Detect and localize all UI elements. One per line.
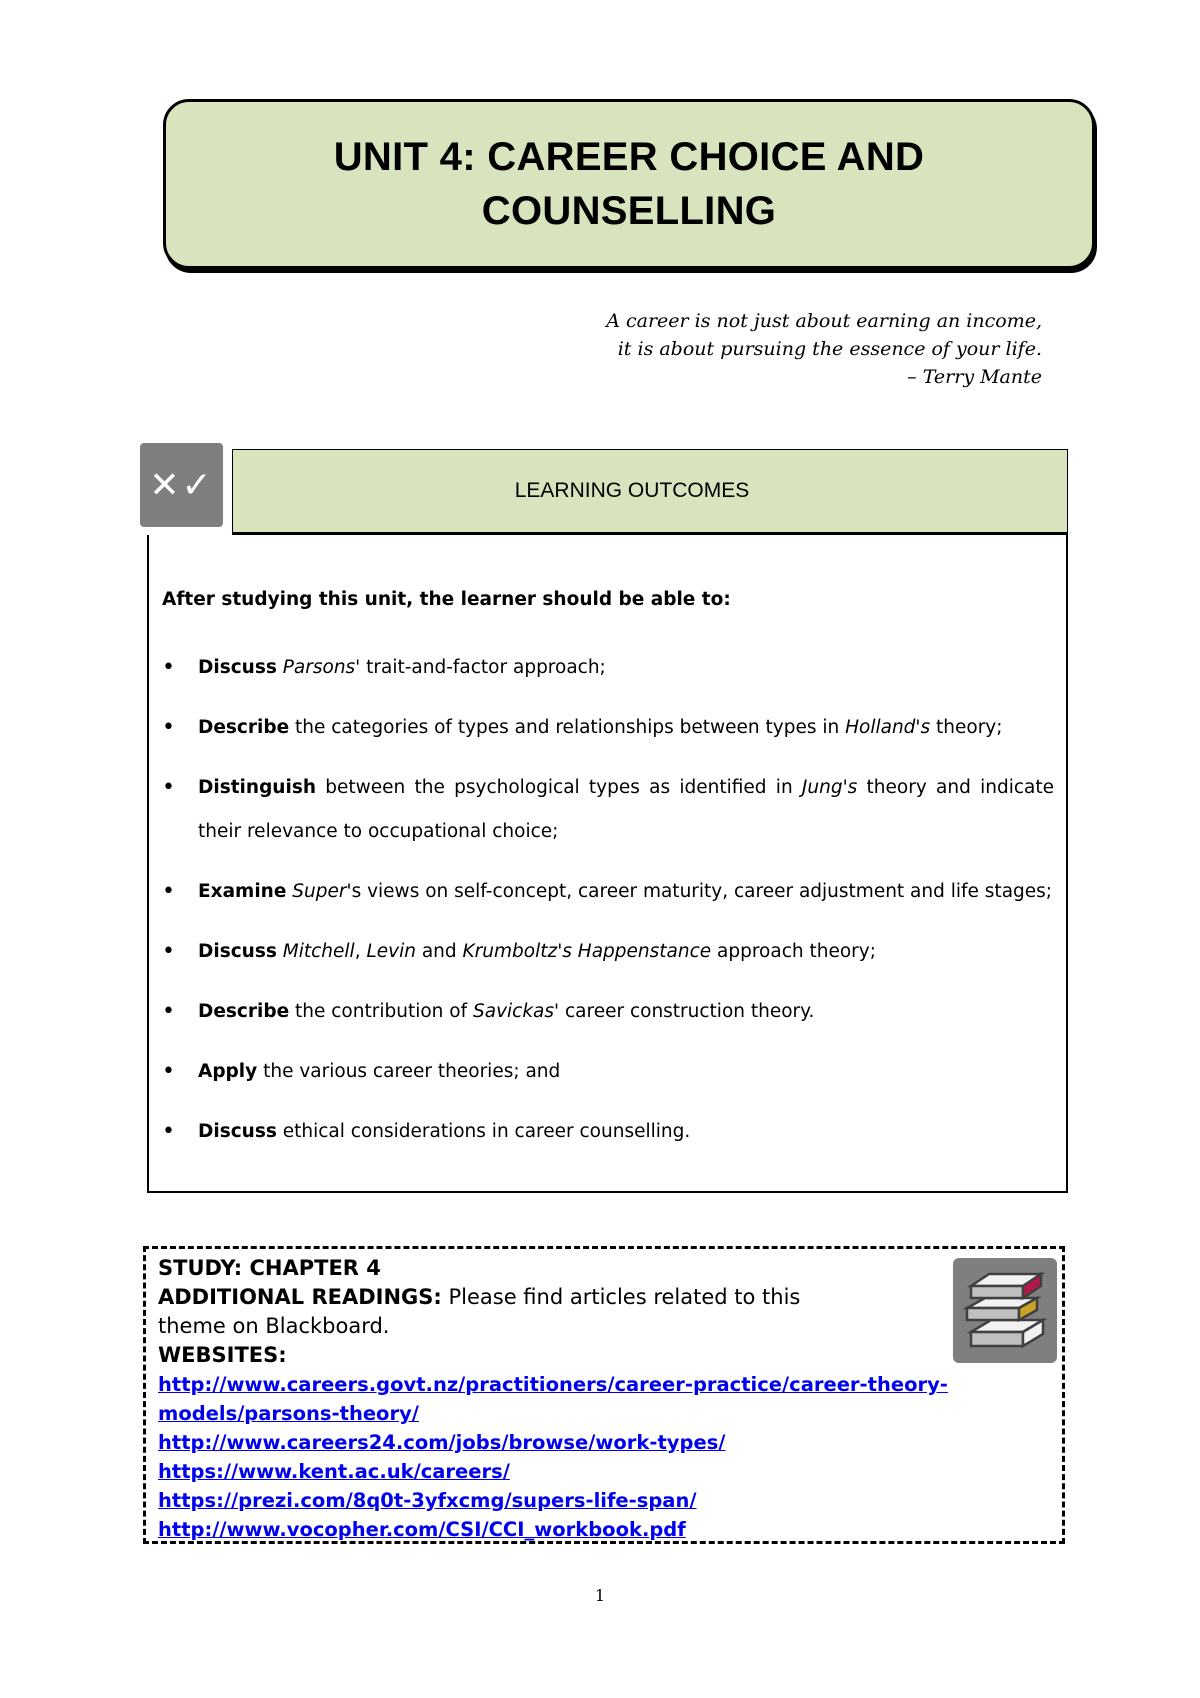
books-icon-graphic — [953, 1258, 1057, 1363]
link-vocopher[interactable]: http://www.vocopher.com/CSI/CCI_workbook.pdf — [158, 1518, 686, 1541]
list-item: • Describe the categories of types and relationships between types in Holland's theory; — [162, 706, 1054, 750]
link-prezi[interactable]: https://prezi.com/8q0t-3yfxcmg/supers-life-span/ — [158, 1489, 697, 1512]
list-item: • Discuss Parsons' trait-and-factor approach; — [162, 646, 1054, 690]
additional-readings: ADDITIONAL READINGS: Please find articles related to this theme on Blackboard. — [158, 1285, 801, 1338]
list-item: • Describe the contribution of Savickas' career construction theory. — [162, 990, 1054, 1034]
link-careers24[interactable]: http://www.careers24.com/jobs/browse/work-types/ — [158, 1431, 726, 1454]
study-box — [143, 1246, 1065, 1544]
website-links — [158, 1370, 1062, 1544]
books-icon — [953, 1258, 1057, 1363]
list-item: • Discuss ethical considerations in career counselling. — [162, 1110, 1054, 1154]
epigraph-quote — [606, 307, 1042, 391]
unit-title-box — [163, 99, 1095, 269]
unit-title: UNIT 4: CAREER CHOICE AND COUNSELLING — [333, 135, 925, 233]
websites-label: WEBSITES: — [158, 1343, 287, 1367]
learning-outcomes-heading: LEARNING OUTCOMES — [514, 479, 750, 502]
quote-line-1: A career is not just about earning an income, — [606, 310, 1042, 332]
page-number: 1 — [594, 1586, 606, 1605]
learning-outcomes-intro: After studying this unit, the learner should be able to: — [162, 589, 731, 610]
link-careers-govt-nz-cont[interactable]: models/parsons-theory/ — [158, 1402, 419, 1425]
quote-author: – Terry Mante — [907, 366, 1042, 388]
checklist-icon: ✕✓ — [140, 443, 223, 527]
study-chapter-label: STUDY: CHAPTER 4 — [158, 1256, 381, 1280]
list-item: • Apply the various career theories; and — [162, 1050, 1054, 1094]
link-careers-govt-nz[interactable]: http://www.careers.govt.nz/practitioners/career-practice/career-theory- — [158, 1373, 948, 1396]
link-kent-careers[interactable]: https://www.kent.ac.uk/careers/ — [158, 1460, 510, 1483]
list-item: • Distinguish between the psychological types as identified in Jung's theory and indicate their relevance to occupational choice; — [162, 766, 1054, 854]
list-item: • Examine Super's views on self-concept, career maturity, career adjustment and life stages; — [162, 870, 1054, 914]
list-item: • Discuss Mitchell, Levin and Krumboltz's Happenstance approach theory; — [162, 930, 1054, 974]
learning-outcomes-body — [147, 535, 1068, 1193]
learning-outcomes-list — [162, 646, 1054, 1170]
learning-outcomes-header — [232, 449, 1068, 535]
quote-line-2: it is about pursuing the essence of your life. — [617, 338, 1042, 360]
